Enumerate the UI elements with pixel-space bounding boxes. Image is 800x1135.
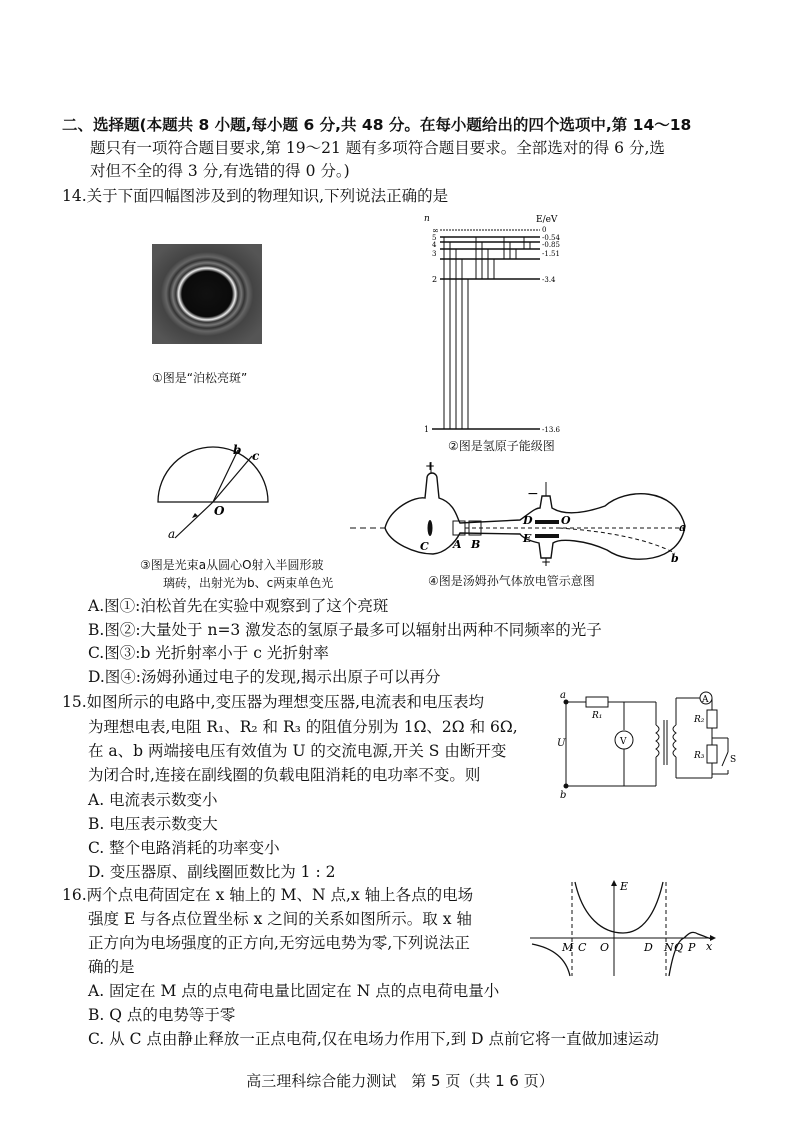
- n-axis-label: n: [424, 214, 430, 224]
- svg-text:C: C: [420, 540, 429, 553]
- svg-text:x: x: [706, 940, 713, 953]
- section-line-2: 题只有一项符合题目要求,第 19～21 题有多项符合题目要求。全部选对的得 6 分,选: [90, 139, 665, 157]
- e-4: -0.85: [542, 241, 560, 249]
- q16-option-c: C. 从 C 点由静止释放一正点电荷,仅在电场力作用下,到 D 点前它将一直做加速运动: [88, 1030, 660, 1048]
- svg-text:U: U: [557, 738, 566, 749]
- e-2: -3.4: [542, 276, 556, 284]
- svg-text:a: a: [679, 521, 687, 534]
- poisson-spot-figure: [152, 244, 262, 344]
- q15-line-4: 为闭合时,连接在副线圈的负载电阻消耗的电功率不变。则: [88, 766, 481, 784]
- page-footer: 高三理科综合能力测试 第 5 页（共 1 6 页）: [246, 1072, 554, 1090]
- q15-option-c: C. 整个电路消耗的功率变小: [88, 839, 280, 857]
- e-3: -1.51: [542, 250, 560, 258]
- field-strength-graph: [528, 878, 718, 978]
- fig1-caption: ①图是“泊松亮斑”: [152, 371, 248, 385]
- q14-option-d: D.图④:汤姆孙通过电子的发现,揭示出原子可以再分: [88, 668, 441, 686]
- svg-text:+: +: [541, 555, 552, 568]
- svg-text:O: O: [561, 514, 571, 527]
- q14-option-c: C.图③:b 光折射率小于 c 光折射率: [88, 644, 329, 662]
- glass-refraction-figure: [140, 440, 280, 550]
- q15-line-3: 在 a、b 两端接电压有效值为 U 的交流电源,开关 S 由断开变: [88, 742, 507, 760]
- q16-option-a: A. 固定在 M 点的点电荷电量比固定在 N 点的点电荷电量小: [88, 982, 500, 1000]
- q15-option-d: D. 变压器原、副线圈匝数比为 1 : 2: [88, 863, 336, 881]
- n-inf: ∞: [432, 226, 439, 235]
- svg-text:M: M: [562, 941, 574, 954]
- q15-line-2: 为理想电表,电阻 R₁、R₂ 和 R₃ 的阻值分别为 1Ω、2Ω 和 6Ω,: [88, 718, 518, 736]
- svg-text:N: N: [664, 941, 674, 954]
- q16-line-1: 16.两个点电荷固定在 x 轴上的 M、N 点,x 轴上各点的电场: [62, 886, 474, 904]
- svg-text:a: a: [560, 690, 566, 701]
- q14-stem: 14.关于下面四幅图涉及到的物理知识,下列说法正确的是: [62, 187, 449, 205]
- svg-text:b: b: [671, 552, 679, 565]
- svg-text:A: A: [453, 538, 462, 551]
- svg-text:A: A: [702, 695, 709, 705]
- svg-text:D: D: [523, 514, 533, 527]
- q14-option-a: A.图①:泊松首先在实验中观察到了这个亮斑: [88, 597, 389, 615]
- q15-line-1: 15.如图所示的电路中,变压器为理想变压器,电流表和电压表均: [62, 693, 485, 711]
- q16-line-2: 强度 E 与各点位置坐标 x 之间的关系如图所示。取 x 轴: [88, 910, 472, 928]
- svg-text:+: +: [425, 459, 436, 473]
- svg-text:a: a: [168, 527, 176, 541]
- svg-text:C: C: [578, 941, 587, 954]
- svg-text:c: c: [252, 449, 260, 463]
- fig3-caption-1: ③图是光束a从圆心O射入半圆形玻: [140, 558, 324, 572]
- energy-level-figure: [420, 212, 570, 434]
- svg-text:D: D: [644, 941, 653, 954]
- svg-text:b: b: [560, 790, 567, 800]
- n-2: 2: [432, 275, 438, 284]
- q16-line-4: 确的是: [88, 958, 135, 976]
- svg-text:Q: Q: [674, 941, 684, 954]
- section-line-1: 二、选择题(本题共 8 小题,每小题 6 分,共 48 分。在每小题给出的四个选项中,第 14～18: [62, 116, 692, 134]
- fig4-caption: ④图是汤姆孙气体放电管示意图: [428, 574, 595, 588]
- n-5: 5: [432, 234, 437, 242]
- n-3: 3: [432, 250, 437, 258]
- svg-text:S: S: [730, 755, 736, 765]
- n-4: 4: [432, 241, 437, 249]
- svg-text:O: O: [600, 941, 610, 954]
- e-axis-label: E/eV: [536, 215, 558, 225]
- svg-text:P: P: [688, 941, 696, 954]
- svg-text:R₂: R₂: [694, 715, 705, 725]
- q14-option-b: B.图②:大量处于 n=3 激发态的氢原子最多可以辐射出两种不同频率的光子: [88, 621, 602, 639]
- section-line-3: 对但不全的得 3 分,有选错的得 0 分。): [90, 162, 350, 180]
- n-1: 1: [424, 425, 430, 434]
- q16-option-b: B. Q 点的电势等于零: [88, 1006, 236, 1024]
- transformer-circuit-figure: [556, 690, 736, 800]
- svg-text:O: O: [214, 504, 225, 518]
- svg-text:b: b: [233, 443, 242, 457]
- q16-line-3: 正方向为电场强度的正方向,无穷远电势为零,下列说法正: [88, 934, 470, 952]
- q15-option-b: B. 电压表示数变大: [88, 815, 218, 833]
- svg-text:R₁: R₁: [592, 711, 603, 721]
- svg-text:V: V: [620, 737, 627, 747]
- svg-text:B: B: [471, 538, 481, 551]
- fig3-caption-2: 璃砖，出射光为b、c两束单色光: [163, 576, 334, 590]
- thomson-tube-figure: [345, 458, 705, 568]
- e-5: -0.54: [542, 234, 560, 242]
- svg-text:R₃: R₃: [694, 751, 705, 761]
- svg-text:−: −: [527, 486, 539, 502]
- svg-text:E: E: [523, 532, 532, 545]
- svg-text:E: E: [620, 880, 629, 893]
- fig2-caption: ②图是氢原子能级图: [448, 439, 555, 453]
- q15-option-a: A. 电流表示数变小: [88, 791, 218, 809]
- e-1: -13.6: [542, 426, 560, 434]
- e-0: 0: [542, 226, 547, 234]
